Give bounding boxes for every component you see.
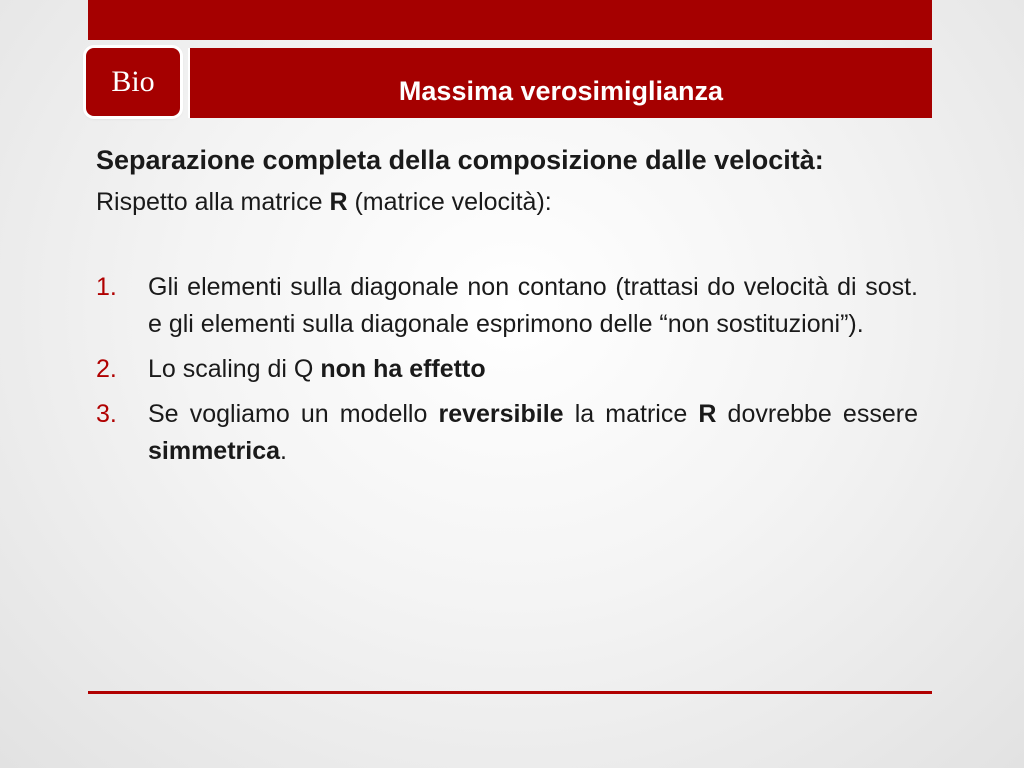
list-text-bold: R: [698, 400, 717, 428]
list-text: Se vogliamo un modello: [148, 400, 439, 428]
list-number: 1.: [96, 273, 117, 301]
list-item-3: [96, 396, 918, 470]
subline-tail: (matrice velocità):: [347, 188, 552, 216]
list-text: la matrice: [563, 400, 699, 428]
footer-divider: [88, 691, 932, 694]
slide-content: [96, 142, 918, 478]
list-item-1: [96, 269, 918, 343]
section-heading: Separazione completa della composizione dalle velocità:: [96, 145, 824, 175]
list-text-bold: simmetrica: [148, 437, 281, 465]
subline-text: Rispetto alla matrice: [96, 188, 330, 216]
top-band: [88, 0, 932, 40]
list-number: 3.: [96, 400, 117, 428]
numbered-list: [96, 269, 918, 470]
list-item-2: [96, 351, 918, 388]
list-text: dovrebbe essere: [716, 400, 918, 428]
subline-bold: R: [329, 188, 348, 216]
slide-title: Massima verosimiglianza: [398, 76, 724, 106]
list-text: .: [280, 437, 287, 465]
section-badge: [86, 48, 180, 116]
list-number: 2.: [96, 355, 117, 383]
list-text-bold: reversibile: [438, 400, 564, 428]
title-bar: [188, 48, 932, 118]
list-text-bold: non ha effetto: [320, 355, 486, 383]
list-text: Lo scaling di Q: [148, 355, 321, 383]
list-text: Gli elementi sulla diagonale non contano (trattasi do velocità di sost. e gli elementi sulla diagonale esprimono delle “non sostituzioni”).: [148, 273, 918, 338]
subline: [96, 185, 918, 219]
badge-label: Bio: [111, 65, 155, 98]
